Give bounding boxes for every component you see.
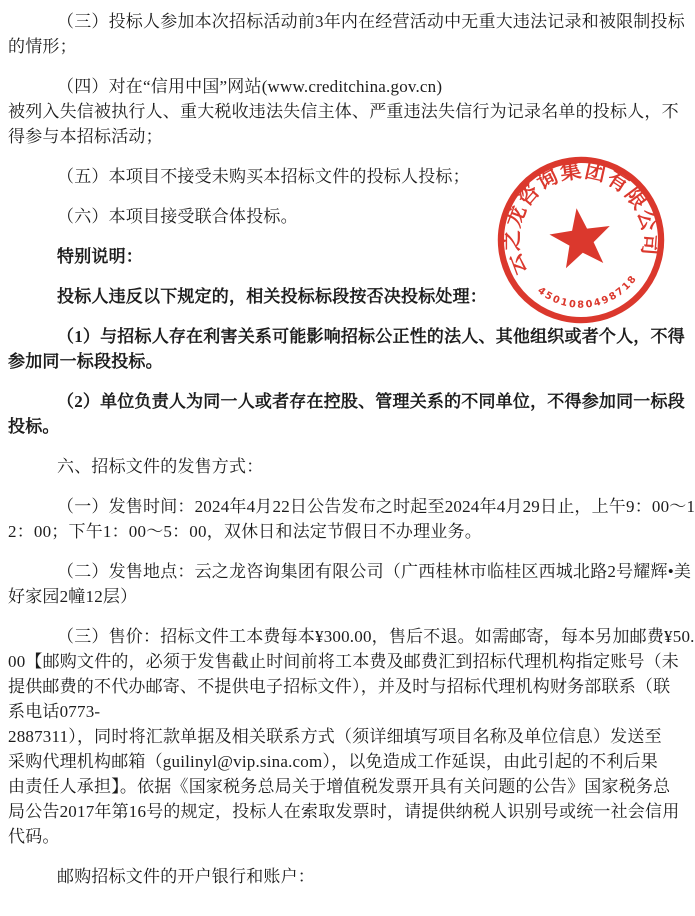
text-line: 的情形； — [8, 37, 77, 56]
paragraph — [8, 284, 691, 309]
text-line: （四）对在“信用中国”网站(www.creditchina.gov.cn) — [57, 77, 443, 96]
text-line: （三）售价：招标文件工本费每本¥300.00，售后不退。如需邮寄，每本另加邮费¥50. — [57, 627, 695, 646]
paragraph — [8, 204, 691, 229]
text-line: 由责任人承担】。依据《国家税务总局关于增值税发票开具有关问题的公告》国家税务总 — [8, 777, 671, 796]
text-line: 得参与本招标活动； — [8, 127, 163, 146]
text-line: 系电话0773- — [8, 702, 101, 721]
text-line: 代码。 — [8, 827, 60, 846]
text-line: （一）发售时间：2024年4月22日公告发布之时起至2024年4月29日止，上午9：00～1 — [57, 497, 695, 516]
text-line: （1）与招标人存在利害关系可能影响招标公正性的法人、其他组织或者个人，不得 — [57, 327, 685, 346]
text-line: 00【邮购文件的，必须于发售截止时间前将工本费及邮费汇到招标代理机构指定账号（未 — [8, 652, 679, 671]
text-line: （六）本项目接受联合体投标。 — [57, 207, 298, 226]
seal-company-text: 云之龙咨询集团有限公司 — [499, 157, 663, 279]
text-line: 投标。 — [8, 417, 60, 436]
text-line: 2：00；下午1：00～5：00，双休日和法定节假日不办理业务。 — [8, 522, 482, 541]
text-line: （二）发售地点：云之龙咨询集团有限公司（广西桂林市临桂区西城北路2号耀辉•美 — [57, 562, 692, 581]
text-line: 提供邮费的不代办邮寄、不提供电子招标文件），并及时与招标代理机构财务部联系（联 — [8, 677, 671, 696]
text-line: 投标人违反以下规定的，相关投标标段按否决投标处理： — [57, 287, 487, 306]
text-line: （五）本项目不接受未购买本招标文件的投标人投标； — [57, 167, 470, 186]
paragraph — [8, 864, 691, 889]
text-line: 邮购招标文件的开户银行和账户： — [57, 867, 315, 886]
paragraph — [8, 9, 691, 59]
text-line: 局公告2017年第16号的规定，投标人在索取发票时，请提供纳税人识别号或统一社会信用 — [8, 802, 680, 821]
paragraph — [8, 324, 691, 374]
paragraph — [8, 244, 691, 269]
text-line: （2）单位负责人为同一人或者存在控股、管理关系的不同单位，不得参加同一标段 — [57, 392, 685, 411]
text-line: 2887311），同时将汇款单据及相关联系方式（须详细填写项目名称及单位信息）发送至 — [8, 727, 662, 746]
text-line: 六、招标文件的发售方式： — [57, 457, 264, 476]
paragraph — [8, 74, 691, 149]
paragraph — [8, 494, 695, 544]
text-line: 好家园2幢12层） — [8, 587, 138, 606]
paragraph — [8, 624, 695, 849]
text-line: （三）投标人参加本次招标活动前3年内在经营活动中无重大违法记录和被限制投标 — [57, 12, 685, 31]
paragraph — [8, 559, 691, 609]
paragraph — [8, 164, 691, 189]
text-line: 采购代理机构邮箱（guilinyl@vip.sina.com），以免造成工作延误，由此引起的不利后果 — [8, 752, 658, 771]
seal-number-text: 4501080498718 — [535, 272, 640, 311]
text-line: 参加同一标段投标。 — [8, 352, 163, 371]
paragraph — [8, 389, 691, 439]
document-body — [8, 9, 695, 904]
paragraph — [8, 454, 691, 479]
text-line: 被列入失信被执行人、重大税收违法失信主体、严重违法失信行为记录名单的投标人，不 — [8, 102, 679, 121]
text-line: 特别说明： — [57, 247, 143, 266]
